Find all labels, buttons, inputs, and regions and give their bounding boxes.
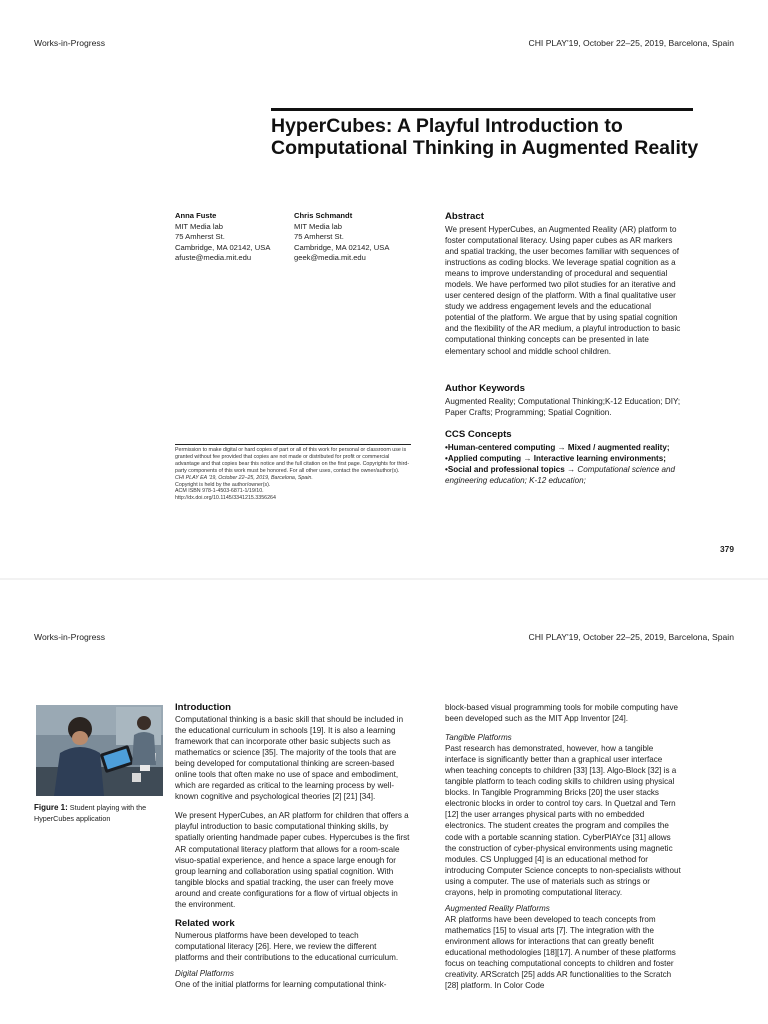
abstract-heading: Abstract <box>445 211 484 222</box>
figure-caption <box>34 803 164 825</box>
abstract-section <box>445 211 681 357</box>
abstract-text: We present HyperCubes, an Augmented Reality (AR) platform to foster computational literacy. Using paper cubes as AR markers and spatial tracking, the user becomes familiar with sequences of instructions as coding blocks. We leverage spatial cognition as a means to improve understanding of procedural and sequential models. We have performed two pilot studies for an iterative and user centered design of the platform. With a final qualitative user study we address engagement levels and the educational potential of the platform. We argue that by using spatial cognition and the flexibility of the AR medium, a playful introduction to basic computational thinking concepts can be presented in late elementary school and middle school children. <box>445 225 681 356</box>
keywords-text: Augmented Reality; Computational Thinking;K-12 Education; DIY; Paper Crafts; Programming; Spatial Cognition. <box>445 397 681 418</box>
keywords-section <box>445 383 681 418</box>
ccs-text <box>445 442 681 486</box>
right-column <box>445 702 681 991</box>
intro-paragraph: Computational thinking is a basic skill that should be included in the educational curriculum in schools [19]. It is also a learning framework that can incorporate other basic subjects such as mathematics or science [35]. The majority of the tools that are being developed for computational thinking are screen-based online tools that often make no use of space and embodiment, which are regarded as critical to the learning process by well-known cognitive and psychological theories [2] [21] [34]. <box>175 715 404 802</box>
body-paragraph: Past research has demonstrated, however, how a tangible interface is significantly better than a graphical user interface when teaching concepts to children [33] [13]. Algo-Block [32] is a tangible platform to teach coding skills to children using physical blocks. In Tangible Programming Bricks [20] the user stacks electronic blocks in order to control toy cars. In Quetzal and Tern [12] the user arranges physical parts with no embedded electronics. The student creates the program and compiles the code with a portable scanning station. CyberPlAYce [31] allows the construction of cyber-physical environments using magnetic modules. CS Unplugged [4] is an educational method for introducing Computer Science concepts to non-specialists without using a computer. The use of materials such as strings or crayons, help in promoting computational literacy. <box>445 744 681 897</box>
author-street: 75 Amherst St. <box>175 232 225 242</box>
permission-venue: CHI PLAY EA '19, October 22–25, 2019, Barcelona, Spain. <box>175 474 313 481</box>
author-affiliation: MIT Media lab <box>175 221 223 231</box>
running-header-left: Works-in-Progress <box>34 38 105 48</box>
left-column <box>175 702 411 990</box>
author-affiliation: MIT Media lab <box>294 221 342 231</box>
figure-label: Figure 1: <box>34 803 68 812</box>
permission-isbn: ACM ISBN 978-1-4503-6871-1/19/10. <box>175 488 264 495</box>
author-name: Chris Schmandt <box>294 211 353 220</box>
ccs-arrow: → <box>555 443 568 452</box>
author-block <box>175 211 270 264</box>
figure-caption-text: Student playing with the HyperCubes application <box>34 803 147 823</box>
author-email: afuste@media.mit.edu <box>175 253 252 263</box>
author-email: geek@media.mit.edu <box>294 253 366 263</box>
ccs-concept: Mixed / augmented reality; •Applied computing <box>445 443 670 464</box>
intro-heading: Introduction <box>175 702 231 713</box>
related-paragraph: Numerous platforms have been developed to teach computational literacy [26]. Here, we review the different platforms and their contributions to the educational curriculum. <box>175 930 399 962</box>
keywords-heading: Author Keywords <box>445 383 525 394</box>
ccs-arrow: → <box>521 454 534 464</box>
author-street: 75 Amherst St. <box>294 232 344 242</box>
author-block <box>294 211 389 264</box>
ccs-concept: •Human-centered computing <box>445 443 556 452</box>
author-city: Cambridge, MA 02142, USA <box>294 242 390 252</box>
page-number: 379 <box>720 544 734 554</box>
permission-copyright: Copyright is held by the author/owner(s). <box>175 481 271 488</box>
running-header-left: Works-in-Progress <box>34 632 105 642</box>
subsection-heading: Augmented Reality Platforms <box>445 903 550 913</box>
ccs-section <box>445 429 681 486</box>
author-city: Cambridge, MA 02142, USA <box>175 242 271 252</box>
subsection-heading: Digital Platforms <box>175 968 234 978</box>
paper-title: HyperCubes: A Playful Introduction to Computational Thinking in Augmented Reality <box>271 115 699 159</box>
running-header-right: CHI PLAY'19, October 22–25, 2019, Barcelona, Spain <box>528 38 734 48</box>
title-rule <box>271 108 693 111</box>
student-photo-illustration <box>36 705 163 796</box>
body-paragraph: block-based visual programming tools for mobile computing have been developed such as the MIT App Inventor [24]. <box>445 703 679 724</box>
figure-photo <box>36 705 163 796</box>
ccs-concept-detail: Computational science and engineering education; K-12 education; <box>445 465 676 486</box>
author-name: Anna Fuste <box>175 211 217 220</box>
ccs-concept: Interactive learning environments; •Social and professional topics <box>445 454 666 475</box>
paper-page-2 <box>0 580 768 1024</box>
intro-paragraph: We present HyperCubes, an AR platform for children that offers a playful introduction to basic computational thinking skills, by spatially orienting handmade paper cubes. Hypercubes is the first AR computational literacy platform that allows for a room-scale visuo-spatial experience, and hence a space large enough for group learning and collaboration using spatial cognition. With tangible blocks and spatial tracking, the user can freely move around and create configurations for a flow of virtual objects in the environment. <box>175 811 410 909</box>
subsection-heading: Tangible Platforms <box>445 733 512 743</box>
permission-doi[interactable]: http://dx.doi.org/10.1145/3341215.3356264 <box>175 495 276 502</box>
ccs-heading: CCS Concepts <box>445 429 512 440</box>
permission-text: Permission to make digital or hard copies of part or all of this work for personal or classroom use is granted without fee provided that copies are not made or distributed for profit or commercial advantage and that copies bear this notice and the full citation on the first page. Copyrights for third-party components of this work must be honored. For all other uses, contact the owner/author(s). <box>175 447 410 474</box>
body-paragraph: AR platforms have been developed to teach concepts from mathematics [15] to visual arts [7]. The integration with the environment allows for interactions that can greatly benefit educational methodologies [18][17]. A number of these platforms focus on teaching computational concepts to children and foster creativity. ARScratch [25] adds AR functionalities to the Scratch [28] platform. In Color Code <box>445 914 676 991</box>
permission-block <box>175 447 415 502</box>
ccs-arrow: → <box>564 465 578 475</box>
running-header-right: CHI PLAY'19, October 22–25, 2019, Barcelona, Spain <box>528 632 734 642</box>
related-heading: Related work <box>175 917 235 929</box>
related-paragraph: One of the initial platforms for learning computational think- <box>175 979 387 989</box>
permission-rule <box>175 444 411 445</box>
